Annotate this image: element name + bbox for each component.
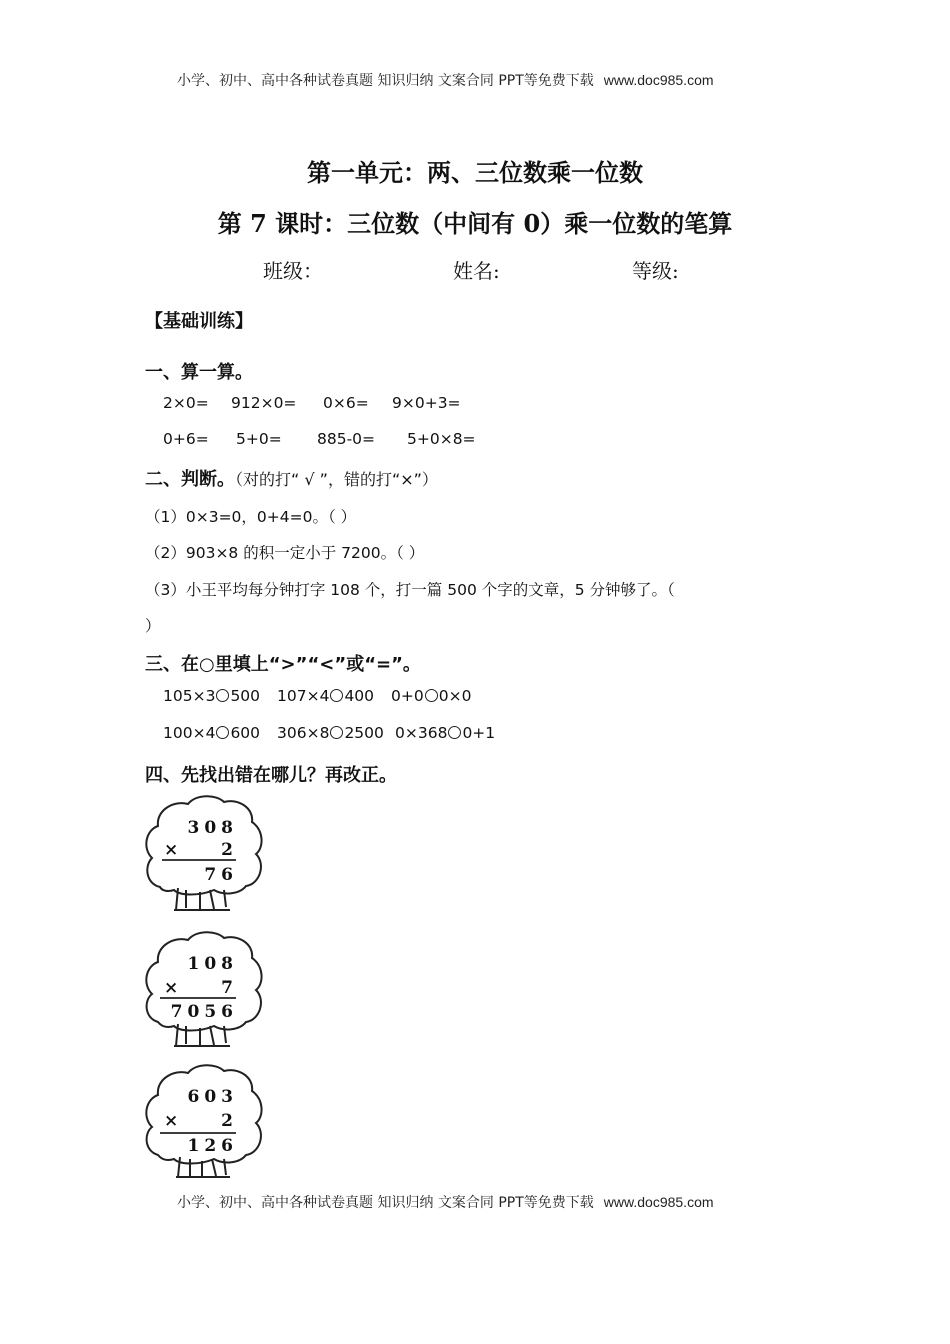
compare-item xyxy=(163,724,277,742)
blank-circle[interactable] xyxy=(216,689,229,702)
class-label: 班级： xyxy=(263,259,323,283)
compare-right: 0+1 xyxy=(462,724,496,742)
calc-item: 5+0×8= xyxy=(407,430,476,448)
footer-text: 小学、初中、高中各种试卷真题 知识归纳 文案合同 PPT等免费下载 xyxy=(177,1195,594,1211)
tree-problem-3 xyxy=(140,1063,270,1188)
calc-item: 5+0= xyxy=(236,430,282,448)
compare-item xyxy=(277,724,395,742)
compare-right: 400 xyxy=(344,687,375,705)
tree-problem-2 xyxy=(140,930,270,1055)
calc-item: 885-0= xyxy=(317,430,376,448)
blank-circle[interactable] xyxy=(448,726,461,739)
page-header xyxy=(177,70,714,90)
calc-item: 912×0= xyxy=(231,394,297,412)
header-url[interactable]: www.doc985.com xyxy=(603,72,714,88)
compare-left: 107×4 xyxy=(277,687,330,705)
section-2-label: 二、判断。 xyxy=(145,469,235,490)
multiplicand: 308 xyxy=(187,818,238,838)
name-label: 姓名: xyxy=(453,259,500,283)
blank-circle[interactable] xyxy=(216,726,229,739)
compare-item xyxy=(163,687,277,705)
multiplicand: 108 xyxy=(187,954,238,974)
compare-right: 500 xyxy=(230,687,261,705)
header-text: 小学、初中、高中各种试卷真题 知识归纳 文案合同 PPT等免费下载 xyxy=(177,73,594,89)
lesson-title: 第 7 课时：三位数（中间有 0）乘一位数的笔算 xyxy=(217,209,733,238)
blank-circle[interactable] xyxy=(330,689,343,702)
compare-right: 2500 xyxy=(344,724,384,742)
section-4-title: 四、先找出错在哪儿？再改正。 xyxy=(145,765,397,786)
judge-question-3: （3）小王平均每分钟打字 108 个，打一篇 500 个字的文章，5 分钟够了。（ xyxy=(145,581,675,599)
calc-item: 0×6= xyxy=(323,394,369,412)
multiplier: 2 xyxy=(221,840,238,860)
calc-item: 9×0+3= xyxy=(392,394,461,412)
calc-item: 2×0= xyxy=(163,394,209,412)
multiplier: 7 xyxy=(221,978,238,998)
compare-left: 0×368 xyxy=(395,724,448,742)
judge-question-3-end: ） xyxy=(145,617,161,635)
calc-item: 0+6= xyxy=(163,430,209,448)
times-sign: × xyxy=(164,1111,184,1131)
section-2-hint: （对的打“ √ ”，错的打“×”） xyxy=(235,470,438,489)
section-1-title: 一、算一算。 xyxy=(145,362,253,383)
compare-item xyxy=(395,724,495,742)
compare-left: 0+0 xyxy=(391,687,424,705)
multiplier: 2 xyxy=(221,1111,238,1131)
compare-item xyxy=(277,687,391,705)
page-footer xyxy=(177,1192,714,1212)
product: 76 xyxy=(204,865,238,885)
compare-left: 306×8 xyxy=(277,724,330,742)
times-sign: × xyxy=(164,978,184,998)
product: 7056 xyxy=(170,1002,238,1022)
unit-title: 第一单元：两、三位数乘一位数 xyxy=(307,158,643,187)
judge-question-2: （2）903×8 的积一定小于 7200。（ ） xyxy=(145,544,425,562)
section-1-row-1 xyxy=(163,394,461,412)
blank-circle[interactable] xyxy=(330,726,343,739)
compare-right: 600 xyxy=(230,724,261,742)
times-sign: × xyxy=(164,840,184,860)
section-3-row-1 xyxy=(163,687,471,705)
basic-training-heading: 【基础训练】 xyxy=(145,311,253,332)
compare-left: 105×3 xyxy=(163,687,216,705)
section-1-row-2 xyxy=(163,430,476,448)
footer-url[interactable]: www.doc985.com xyxy=(603,1194,714,1210)
tree-problem-1 xyxy=(140,792,270,917)
multiplicand: 603 xyxy=(187,1087,238,1107)
judge-question-1: （1）0×3=0，0+4=0。（ ） xyxy=(145,508,357,526)
section-3-title: 三、在○里填上“>”“<”或“=”。 xyxy=(145,654,421,675)
blank-circle[interactable] xyxy=(425,689,438,702)
compare-left: 100×4 xyxy=(163,724,216,742)
compare-item xyxy=(391,687,471,705)
product: 126 xyxy=(187,1136,238,1156)
compare-right: 0×0 xyxy=(438,687,472,705)
section-3-row-2 xyxy=(163,724,495,742)
grade-label: 等级: xyxy=(632,259,679,283)
section-2-title xyxy=(145,465,438,491)
